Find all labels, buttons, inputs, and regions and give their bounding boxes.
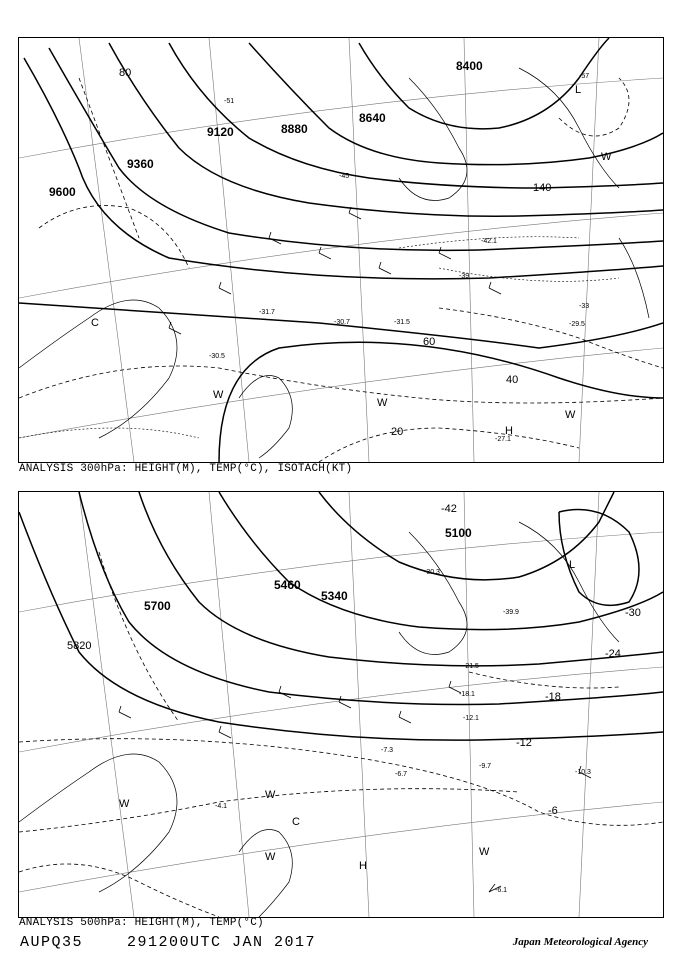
temp-label: -30.7: [334, 319, 350, 326]
temp-label: -27.1: [495, 436, 511, 443]
height-label: 9600: [49, 185, 76, 199]
height-label: 8400: [456, 59, 483, 73]
graticule: [19, 38, 663, 462]
temp-label: -29.5: [569, 321, 585, 328]
temp-label: -6.1: [495, 887, 508, 894]
agency-credit: Japan Meteorological Agency: [512, 936, 648, 948]
height-label: 5460: [274, 578, 301, 592]
map-panel-500hpa: [18, 491, 664, 918]
temp-label: -7.3: [381, 747, 394, 754]
coastline: [19, 68, 649, 458]
caption-500hpa: ANALYSIS 500hPa: HEIGHT(M), TEMP(°C): [19, 917, 264, 929]
height-contours: [19, 38, 663, 462]
temp-label: -39.9: [503, 609, 519, 616]
isotherm-label: -6: [548, 805, 558, 817]
isotherm-labels: [441, 503, 641, 817]
high-center: H: [505, 425, 513, 437]
temp-label: -31.5: [394, 319, 410, 326]
map-300hpa-canvas: [19, 38, 663, 462]
temp-labels: [215, 569, 591, 894]
isotherm-label: -18: [545, 691, 561, 703]
temp-label: -6.7: [395, 771, 408, 778]
height-label: 5100: [445, 526, 472, 540]
graticule: [19, 492, 663, 917]
warm-center: W: [601, 151, 612, 163]
isotherm-label: -24: [605, 648, 621, 660]
high-center: H: [359, 860, 367, 872]
isotach-label: 140: [533, 182, 552, 194]
temp-label: -51: [224, 98, 235, 105]
isotherm-label: -42: [441, 503, 457, 515]
isotach-labels: [119, 67, 551, 438]
height-label: 8880: [281, 122, 308, 136]
warm-center: W: [265, 851, 276, 863]
isotach-label: 60: [423, 336, 436, 348]
isotherm-label: -30: [625, 607, 641, 619]
isotach-label: 40: [506, 374, 519, 386]
height-label: 5700: [144, 599, 171, 613]
chart-code: AUPQ35: [20, 934, 84, 951]
temp-labels: [209, 73, 589, 443]
temp-label: -30.3: [424, 569, 440, 576]
height-label: 9360: [127, 157, 154, 171]
height-label: 5340: [321, 589, 348, 603]
height-label: 9120: [207, 125, 234, 139]
temp-label: -45: [339, 173, 350, 180]
isotach-label: 80: [119, 67, 132, 79]
temp-label: -42.1: [481, 238, 497, 245]
low-center: L: [569, 559, 576, 571]
low-center: L: [575, 84, 582, 96]
temp-label: -18.1: [459, 691, 475, 698]
wind-barbs: [119, 681, 591, 892]
temp-label: -9.7: [479, 763, 492, 770]
temp-label: -30.5: [209, 353, 225, 360]
warm-center: W: [213, 389, 224, 401]
height-labels: [67, 526, 472, 652]
warm-center: W: [265, 789, 276, 801]
isotach-label: 20: [391, 426, 404, 438]
warm-center: W: [119, 798, 130, 810]
warm-center: W: [377, 397, 388, 409]
height-label: 5820: [67, 640, 92, 652]
cold-center: C: [292, 816, 300, 828]
temp-label: -39: [459, 273, 470, 280]
warm-center: W: [479, 846, 490, 858]
map-panel-300hpa: [18, 37, 664, 463]
isotach-contours: [19, 237, 619, 438]
isotherm-label: -12: [516, 737, 532, 749]
height-label: 8640: [359, 111, 386, 125]
map-500hpa-canvas: [19, 492, 663, 917]
temp-label: -21.5: [463, 663, 479, 670]
temp-label: -57: [579, 73, 590, 80]
pressure-centers: [119, 559, 575, 872]
temp-label: -4.1: [215, 803, 228, 810]
cold-center: C: [91, 317, 99, 329]
temp-label: -31.7: [259, 309, 275, 316]
temp-label: -12.1: [463, 715, 479, 722]
height-labels: [49, 59, 483, 199]
temp-label: -33: [579, 303, 590, 310]
caption-300hpa: ANALYSIS 300hPa: HEIGHT(M), TEMP(°C), ISOTACH(KT): [19, 463, 353, 475]
temp-label: -10.3: [575, 769, 591, 776]
warm-center: W: [565, 409, 576, 421]
valid-time: 291200UTC JAN 2017: [127, 934, 317, 951]
